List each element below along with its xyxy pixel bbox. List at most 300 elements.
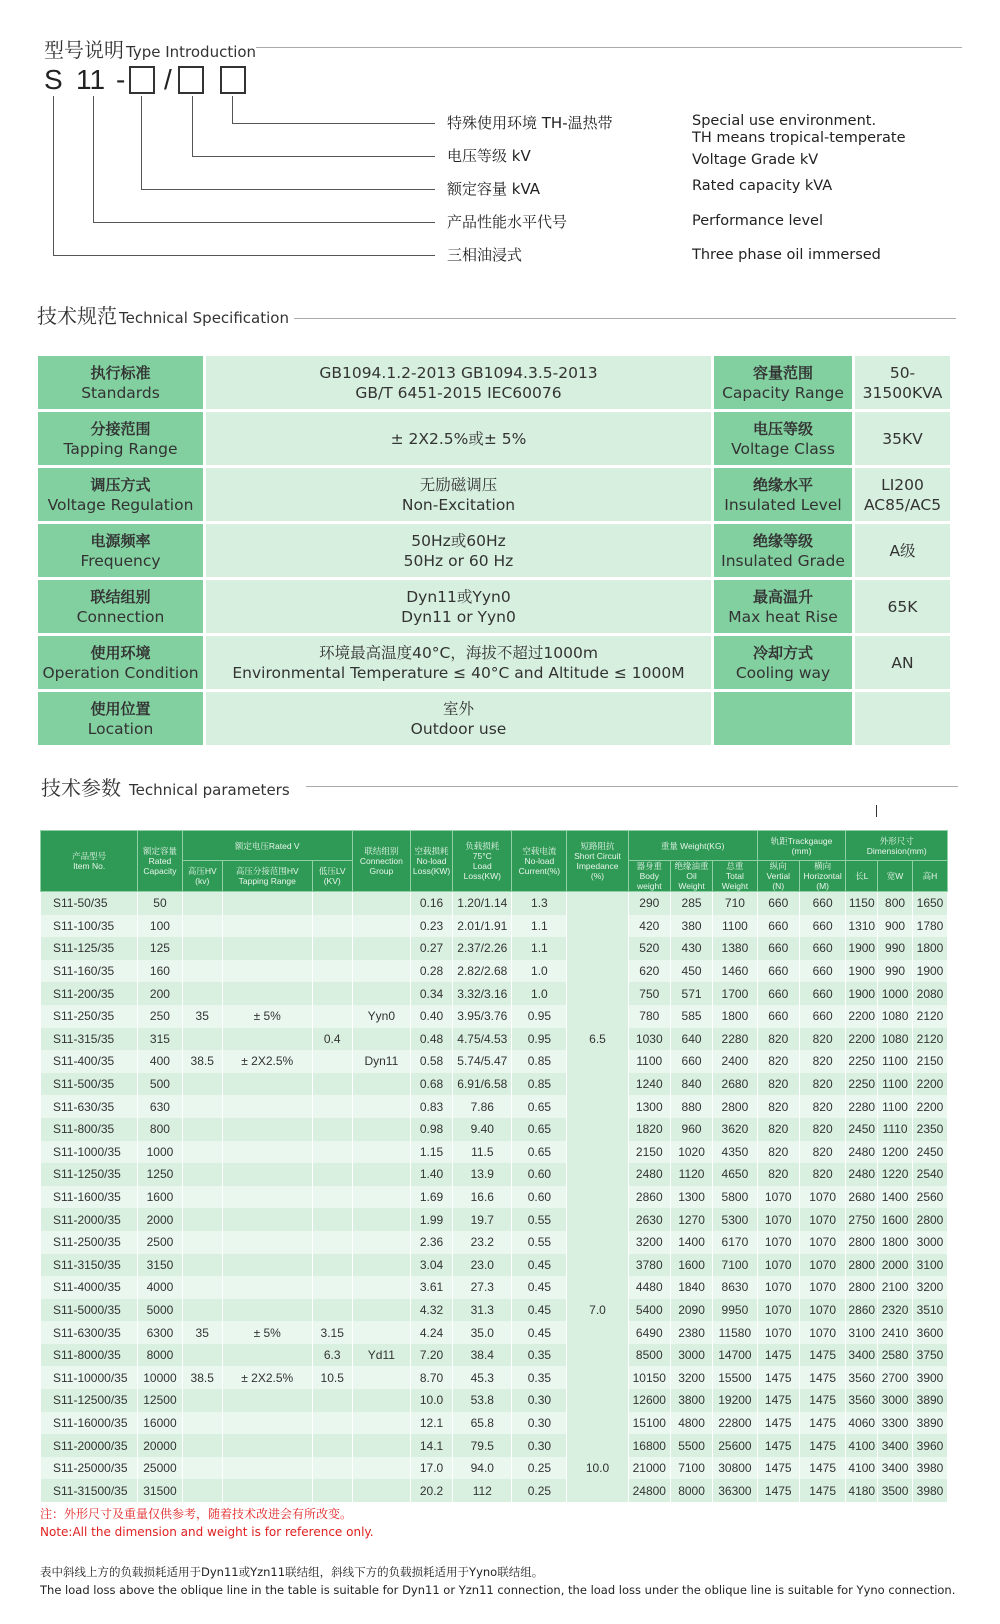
table-cell: 3900	[912, 1366, 947, 1389]
table-cell	[182, 915, 222, 938]
table-cell: 1400	[670, 1231, 712, 1254]
table-cell: 10.0	[410, 1389, 452, 1412]
table-cell: 1.15	[410, 1141, 452, 1164]
table-cell: S11-1000/35	[41, 1141, 138, 1164]
table-cell: 0.60	[512, 1163, 567, 1186]
table-cell: 4100	[846, 1457, 878, 1480]
spec-value	[855, 468, 950, 521]
table-cell: 19200	[713, 1389, 757, 1412]
table-cell: 820	[799, 1163, 846, 1186]
table-cell: 1380	[713, 937, 757, 960]
type-intro-title-en: Type Introduction	[126, 43, 257, 61]
table-cell: 2500	[138, 1231, 182, 1254]
spec-value	[855, 524, 950, 577]
table-cell: 820	[757, 1095, 799, 1118]
table-cell: 27.3	[453, 1276, 512, 1299]
table-cell: 3.95/3.76	[453, 1005, 512, 1028]
model-num: 11	[76, 64, 106, 95]
connector-line	[53, 96, 54, 255]
table-cell	[182, 1299, 222, 1322]
table-cell	[182, 1412, 222, 1435]
table-cell: 2080	[912, 982, 947, 1005]
table-cell: 2800	[912, 1208, 947, 1231]
spec-value	[206, 356, 711, 409]
spec-label	[38, 692, 203, 745]
table-cell: 3800	[670, 1389, 712, 1412]
table-cell: 5800	[713, 1186, 757, 1209]
table-cell: 1220	[878, 1163, 913, 1186]
connector-line	[141, 189, 435, 190]
table-cell: 1900	[846, 960, 878, 983]
table-cell: 2120	[912, 1028, 947, 1051]
model-s: S	[44, 64, 63, 95]
table-cell: S11-10000/35	[41, 1366, 138, 1389]
table-cell: 3980	[912, 1457, 947, 1480]
table-cell: 25600	[713, 1434, 757, 1457]
table-cell: 3780	[628, 1254, 670, 1277]
table-cell: 1820	[628, 1118, 670, 1141]
header-item-no: 产品型号 Item No.	[41, 831, 138, 892]
table-cell	[222, 1434, 312, 1457]
table-cell	[312, 1005, 352, 1028]
table-cell	[352, 1434, 410, 1457]
legend-en-environment-2: TH means tropical-temperate	[692, 130, 906, 146]
table-cell: 660	[799, 915, 846, 938]
table-cell: 38.5	[182, 1366, 222, 1389]
table-cell: 630	[138, 1095, 182, 1118]
spec-label	[714, 692, 852, 745]
table-cell: 3000	[878, 1389, 913, 1412]
table-cell: 3600	[912, 1321, 947, 1344]
table-cell	[222, 1389, 312, 1412]
spec-label-r_cn: 最高温升	[752, 587, 813, 606]
table-cell: 710	[713, 892, 757, 915]
cell-impedance: 7.0	[567, 1186, 628, 1435]
table-cell: 1070	[799, 1186, 846, 1209]
header-tap: 高压分接范围HV Tapping Range	[222, 861, 312, 892]
table-cell	[352, 1231, 410, 1254]
table-cell	[182, 1276, 222, 1299]
table-cell	[312, 1479, 352, 1502]
table-cell	[352, 1073, 410, 1096]
table-cell: 0.30	[512, 1412, 567, 1435]
table-cell: 1700	[713, 982, 757, 1005]
table-cell: 1.3	[512, 892, 567, 915]
table-row	[41, 1479, 948, 1502]
table-cell: 2250	[846, 1073, 878, 1096]
header-noload-current: 空载电流 No-load Current(%)	[512, 831, 567, 892]
table-cell: 3400	[878, 1434, 913, 1457]
table-cell: 7.20	[410, 1344, 452, 1367]
table-row	[41, 1095, 948, 1118]
spec-label-l_en: Tapping Range	[63, 439, 178, 458]
table-cell: 1800	[878, 1231, 913, 1254]
table-cell: 1000	[138, 1141, 182, 1164]
table-cell	[352, 1412, 410, 1435]
table-cell: 0.30	[512, 1389, 567, 1412]
table-row	[41, 1412, 948, 1435]
table-cell: 1475	[799, 1479, 846, 1502]
table-cell: 5500	[670, 1434, 712, 1457]
model-box-environment	[220, 66, 246, 94]
table-cell: S11-400/35	[41, 1050, 138, 1073]
table-cell: 380	[670, 915, 712, 938]
table-cell: 12500	[138, 1389, 182, 1412]
table-cell: 660	[757, 892, 799, 915]
table-cell: 1120	[670, 1163, 712, 1186]
table-cell: 2680	[713, 1073, 757, 1096]
table-cell: 1475	[799, 1457, 846, 1480]
spec-label-r_en: Insulated Level	[724, 495, 842, 514]
table-cell: 1070	[757, 1321, 799, 1344]
spec-value-v2: Outdoor use	[410, 719, 507, 738]
table-cell: 2120	[912, 1005, 947, 1028]
spec-label-l_cn: 执行标准	[90, 363, 151, 382]
table-cell: 9.40	[453, 1118, 512, 1141]
table-cell: S11-315/35	[41, 1028, 138, 1051]
table-row	[41, 892, 948, 915]
table-cell: 31500	[138, 1479, 182, 1502]
type-intro-rule	[256, 47, 962, 48]
table-cell	[312, 1389, 352, 1412]
table-cell: 2150	[628, 1141, 670, 1164]
table-cell: 3560	[846, 1389, 878, 1412]
spec-label-l_cn: 使用位置	[90, 699, 151, 718]
table-cell: 750	[628, 982, 670, 1005]
table-cell: 23.0	[453, 1254, 512, 1277]
table-row	[41, 1344, 948, 1367]
spec-value	[855, 356, 950, 409]
spec-value-v1: 环境最高温度40°C，海拔不超过1000m	[319, 643, 598, 662]
table-cell: 0.85	[512, 1073, 567, 1096]
table-cell: Dyn11	[352, 1050, 410, 1073]
table-cell	[182, 960, 222, 983]
table-cell: 7100	[713, 1254, 757, 1277]
table-cell: 0.45	[512, 1254, 567, 1277]
spec-value	[855, 636, 950, 689]
table-cell: 660	[799, 982, 846, 1005]
table-cell	[222, 1344, 312, 1367]
table-cell: 1475	[757, 1412, 799, 1435]
connector-line	[93, 222, 435, 223]
table-cell	[352, 915, 410, 938]
table-cell: S11-100/35	[41, 915, 138, 938]
table-cell: 4350	[713, 1141, 757, 1164]
table-cell: 5.74/5.47	[453, 1050, 512, 1073]
connector-line	[232, 96, 233, 123]
table-cell: 0.45	[512, 1321, 567, 1344]
table-cell: 3560	[846, 1366, 878, 1389]
table-cell: 6170	[713, 1231, 757, 1254]
table-cell	[352, 1163, 410, 1186]
table-cell	[222, 1095, 312, 1118]
table-cell: 6.3	[312, 1344, 352, 1367]
table-cell: 1200	[878, 1141, 913, 1164]
table-row	[41, 1434, 948, 1457]
table-cell: 2000	[138, 1208, 182, 1231]
table-cell: 17.0	[410, 1457, 452, 1480]
table-cell: 20.2	[410, 1479, 452, 1502]
table-cell: S11-800/35	[41, 1118, 138, 1141]
header-vert: 纵向 Vertial (N)	[757, 861, 799, 892]
model-dash: -	[116, 64, 126, 95]
table-row	[41, 1005, 948, 1028]
table-cell	[222, 892, 312, 915]
table-cell: 125	[138, 937, 182, 960]
table-cell: 3000	[912, 1231, 947, 1254]
table-cell: 35	[182, 1321, 222, 1344]
table-cell: 36300	[713, 1479, 757, 1502]
table-cell: 3300	[878, 1412, 913, 1435]
spec-label	[714, 636, 852, 689]
table-cell: 15500	[713, 1366, 757, 1389]
table-cell: 2350	[912, 1118, 947, 1141]
table-cell: 1070	[757, 1231, 799, 1254]
table-cell: 14700	[713, 1344, 757, 1367]
table-cell: 3890	[912, 1412, 947, 1435]
spec-label-r_en: Cooling way	[735, 663, 831, 682]
table-cell: 1600	[878, 1208, 913, 1231]
table-cell: 1100	[628, 1050, 670, 1073]
table-cell: 820	[799, 1028, 846, 1051]
table-row	[41, 1208, 948, 1231]
table-cell	[352, 982, 410, 1005]
table-cell: 9950	[713, 1299, 757, 1322]
spec-label	[714, 580, 852, 633]
table-cell: 2000	[878, 1254, 913, 1277]
table-cell: 450	[670, 960, 712, 983]
table-cell: 1110	[878, 1118, 913, 1141]
spec-label-r_cn: 绝缘水平	[752, 475, 813, 494]
table-cell: 6.91/6.58	[453, 1073, 512, 1096]
table-cell: 112	[453, 1479, 512, 1502]
table-cell	[312, 960, 352, 983]
spec-value-v2: 50Hz or 60 Hz	[403, 551, 514, 570]
table-cell: 660	[799, 937, 846, 960]
table-cell	[222, 915, 312, 938]
table-cell: 0.35	[512, 1344, 567, 1367]
table-cell: 2200	[912, 1095, 947, 1118]
table-cell	[352, 960, 410, 983]
table-cell: S11-2000/35	[41, 1208, 138, 1231]
table-cell	[352, 1321, 410, 1344]
table-cell: 0.27	[410, 937, 452, 960]
connector-line	[53, 255, 435, 256]
spec-label-r_cn: 冷却方式	[752, 643, 813, 662]
table-cell: 4.75/4.53	[453, 1028, 512, 1051]
table-cell	[312, 1299, 352, 1322]
table-cell: 2410	[878, 1321, 913, 1344]
table-cell: 880	[670, 1095, 712, 1118]
model-box-capacity	[129, 66, 155, 94]
note-disclaimer	[40, 1505, 374, 1541]
spec-label-r_cn: 容量范围	[752, 363, 813, 382]
table-cell: 1475	[799, 1434, 846, 1457]
table-cell: S11-12500/35	[41, 1389, 138, 1412]
table-cell: 1080	[878, 1028, 913, 1051]
table-row	[41, 1141, 948, 1164]
legend-cn-capacity: 额定容量 kVA	[447, 180, 541, 198]
table-row	[41, 1118, 948, 1141]
table-cell	[182, 1231, 222, 1254]
table-cell: 8000	[138, 1344, 182, 1367]
header-horiz: 横向 Horizontal (M)	[799, 861, 846, 892]
table-cell: 2320	[878, 1299, 913, 1322]
table-cell: 2200	[846, 1005, 878, 1028]
table-cell	[222, 1457, 312, 1480]
table-cell	[352, 1299, 410, 1322]
table-cell: 0.60	[512, 1186, 567, 1209]
header-impedance: 短路阻抗 Short Circuit Impedance (%)	[567, 831, 628, 892]
spec-label-r_en: Insulated Grade	[721, 551, 845, 570]
table-cell	[352, 1389, 410, 1412]
table-cell: 4000	[138, 1276, 182, 1299]
table-cell	[182, 1073, 222, 1096]
table-cell: 38.4	[453, 1344, 512, 1367]
table-cell: 1600	[138, 1186, 182, 1209]
note-load-loss	[40, 1563, 955, 1599]
table-cell: 45.3	[453, 1366, 512, 1389]
table-cell	[222, 1231, 312, 1254]
table-cell: 1475	[757, 1366, 799, 1389]
legend-en-capacity: Rated capacity kVA	[692, 178, 833, 194]
spec-label-l_en: Voltage Regulation	[47, 495, 194, 514]
table-cell: 660	[757, 937, 799, 960]
legend-en-voltage: Voltage Grade kV	[692, 152, 819, 168]
spec-value-v1: GB1094.1.2-2013 GB1094.3.5-2013	[319, 363, 598, 382]
cell-impedance: 6.5	[567, 892, 628, 1186]
header-trackgauge: 轨距Trackgauge (mm)	[757, 831, 846, 861]
spec-label-r_cn: 绝缘等级	[752, 531, 813, 550]
table-cell	[312, 1073, 352, 1096]
note-disclaimer-cn: 注：外形尺寸及重量仅供参考，随着技术改进会有所改变。	[40, 1507, 353, 1521]
table-cell: 4180	[846, 1479, 878, 1502]
table-cell: 2700	[878, 1366, 913, 1389]
spec-value	[855, 692, 950, 745]
table-cell: 571	[670, 982, 712, 1005]
table-cell: 820	[757, 1073, 799, 1096]
table-cell: 1840	[670, 1276, 712, 1299]
table-cell: 1300	[670, 1186, 712, 1209]
table-cell: 820	[757, 1118, 799, 1141]
table-cell: 3000	[670, 1344, 712, 1367]
spec-value	[206, 412, 711, 465]
table-cell: 840	[670, 1073, 712, 1096]
table-cell: 1070	[799, 1276, 846, 1299]
table-cell: 1070	[799, 1231, 846, 1254]
table-cell: 2800	[846, 1276, 878, 1299]
table-cell: 3980	[912, 1479, 947, 1502]
table-cell	[312, 1434, 352, 1457]
table-row	[41, 1073, 948, 1096]
table-cell: 3960	[912, 1434, 947, 1457]
table-cell: 15100	[628, 1412, 670, 1435]
table-cell: 1000	[878, 982, 913, 1005]
spec-label	[714, 468, 852, 521]
table-cell: S11-31500/35	[41, 1479, 138, 1502]
spec-label-r_en: Voltage Class	[731, 439, 835, 458]
header-dh: 高H	[912, 861, 947, 892]
table-row	[41, 1276, 948, 1299]
table-cell: 660	[670, 1050, 712, 1073]
table-cell: S11-630/35	[41, 1095, 138, 1118]
spec-label	[38, 524, 203, 577]
table-cell: ± 2X2.5%	[222, 1050, 312, 1073]
table-cell: 8630	[713, 1276, 757, 1299]
table-cell: 2860	[846, 1299, 878, 1322]
table-cell: 3.15	[312, 1321, 352, 1344]
table-cell	[312, 1186, 352, 1209]
table-cell	[182, 1095, 222, 1118]
table-cell: 4.32	[410, 1299, 452, 1322]
table-cell: 585	[670, 1005, 712, 1028]
header-hv: 高压HV (kv)	[182, 861, 222, 892]
table-cell: 1070	[799, 1299, 846, 1322]
table-cell: S11-25000/35	[41, 1457, 138, 1480]
table-cell: 23.2	[453, 1231, 512, 1254]
table-cell: S11-5000/35	[41, 1299, 138, 1322]
table-cell: 4.24	[410, 1321, 452, 1344]
table-cell: 0.68	[410, 1073, 452, 1096]
table-cell: 990	[878, 937, 913, 960]
spec-label	[38, 580, 203, 633]
table-cell: 2380	[670, 1321, 712, 1344]
spec-label	[714, 412, 852, 465]
table-cell	[222, 1163, 312, 1186]
table-cell	[312, 1254, 352, 1277]
table-cell	[222, 982, 312, 1005]
table-row	[41, 1254, 948, 1277]
table-cell: 1.0	[512, 960, 567, 983]
table-cell: Yd11	[352, 1344, 410, 1367]
header-rated-voltage: 额定电压Rated V	[182, 831, 352, 861]
tech-params-title	[41, 772, 290, 801]
tech-spec-title-en: Technical Specification	[119, 309, 289, 327]
table-row	[41, 1299, 948, 1322]
header-load-loss: 负载损耗 75°C Load Loss(KW)	[453, 831, 512, 892]
spec-label-l_en: Standards	[81, 383, 160, 402]
table-cell: 3400	[846, 1344, 878, 1367]
table-row	[41, 1050, 948, 1073]
legend-cn-oil: 三相油浸式	[447, 246, 523, 264]
table-cell: 820	[799, 1118, 846, 1141]
table-cell: 400	[138, 1050, 182, 1073]
table-cell: 1.1	[512, 915, 567, 938]
table-cell: 2800	[846, 1254, 878, 1277]
table-cell: 0.55	[512, 1231, 567, 1254]
table-cell: 1900	[912, 960, 947, 983]
table-cell: ± 5%	[222, 1321, 312, 1344]
table-cell: 820	[757, 1028, 799, 1051]
table-cell	[312, 1231, 352, 1254]
spec-value	[206, 692, 711, 745]
spec-label-r_cn: 电压等级	[752, 419, 813, 438]
table-cell: 1070	[757, 1276, 799, 1299]
table-cell	[182, 982, 222, 1005]
table-cell: 2480	[628, 1163, 670, 1186]
table-cell: 0.98	[410, 1118, 452, 1141]
table-cell: S11-250/35	[41, 1005, 138, 1028]
table-cell: 24800	[628, 1479, 670, 1502]
header-connection: 联结组别 Connection Group	[352, 831, 410, 892]
table-cell: 0.83	[410, 1095, 452, 1118]
table-cell	[182, 1344, 222, 1367]
table-cell	[312, 1050, 352, 1073]
model-slash: /	[164, 64, 172, 95]
spec-label-l_en: Connection	[76, 607, 165, 626]
spec-value-v1: ± 2X2.5%或± 5%	[390, 429, 527, 448]
table-cell: 820	[757, 1050, 799, 1073]
